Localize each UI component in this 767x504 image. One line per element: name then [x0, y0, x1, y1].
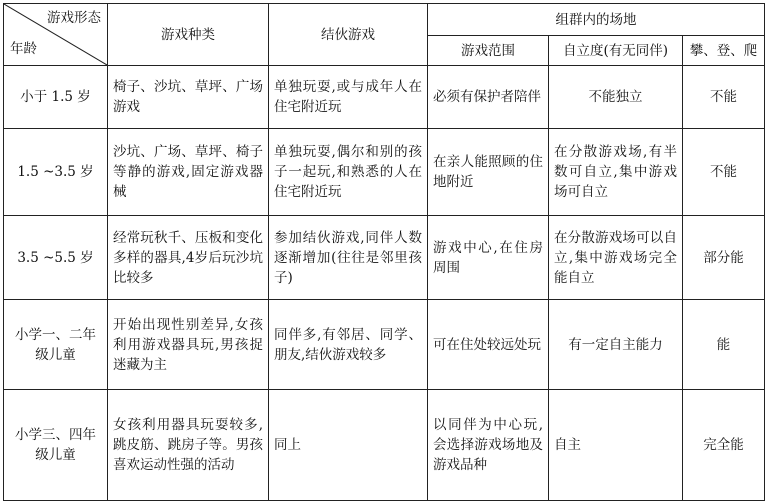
cell-range: 可在住处较远处玩	[428, 300, 549, 390]
header-group: 结伙游戏	[269, 4, 428, 66]
cell-independence: 不能独立	[549, 66, 683, 129]
cell-climb: 能	[683, 300, 765, 390]
cell-types: 经常玩秋千、压板和变化多样的器具,4岁后玩沙坑比较多	[108, 216, 269, 300]
corner-top-label: 游戏形态	[47, 10, 101, 26]
header-range: 游戏范围	[428, 36, 549, 66]
cell-climb: 不能	[683, 66, 765, 129]
table-row	[4, 300, 765, 390]
table-row	[4, 216, 765, 300]
cell-age: 小于 1.5 岁	[4, 66, 108, 129]
cell-age: 小学一、二年级儿童	[4, 300, 108, 390]
cell-group: 单独玩耍,偶尔和别的孩子一起玩,和熟悉的人在住宅附近玩	[269, 129, 428, 216]
cell-independence: 自主	[549, 390, 683, 501]
cell-independence: 在分散游戏场可以自立,集中游戏场完全能自立	[549, 216, 683, 300]
cell-types: 椅子、沙坑、草坪、广场游戏	[108, 66, 269, 129]
cell-age: 3.5 ~5.5 岁	[4, 216, 108, 300]
cell-range: 必须有保护者陪伴	[428, 66, 549, 129]
cell-climb: 完全能	[683, 390, 765, 501]
cell-independence: 有一定自主能力	[549, 300, 683, 390]
cell-range: 在亲人能照顾的住地附近	[428, 129, 549, 216]
cell-climb: 部分能	[683, 216, 765, 300]
cell-range: 游戏中心,在住房周围	[428, 216, 549, 300]
header-independence: 自立度(有无同伴)	[549, 36, 683, 66]
cell-climb: 不能	[683, 129, 765, 216]
cell-group: 同上	[269, 390, 428, 501]
cell-types: 开始出现性别差异,女孩利用游戏器具玩,男孩捉迷藏为主	[108, 300, 269, 390]
table-row	[4, 66, 765, 129]
header-climb: 攀、登、爬	[683, 36, 765, 66]
cell-types: 沙坑、广场、草坪、椅子等静的游戏,固定游戏器械	[108, 129, 269, 216]
cell-independence: 在分散游戏场,有半数可自立,集中游戏场可自立	[549, 129, 683, 216]
cell-group: 参加结伙游戏,同伴人数逐渐增加(往往是邻里孩子)	[269, 216, 428, 300]
header-venue-group: 组群内的场地	[428, 4, 765, 36]
header-types: 游戏种类	[108, 4, 269, 66]
age-play-table	[3, 3, 765, 501]
table-row	[4, 129, 765, 216]
table-row	[4, 390, 765, 501]
cell-range: 以同伴为中心玩,会选择游戏场地及游戏品种	[428, 390, 549, 501]
cell-group: 同伴多,有邻居、同学、朋友,结伙游戏较多	[269, 300, 428, 390]
cell-age: 1.5 ~3.5 岁	[4, 129, 108, 216]
header-row-1	[4, 4, 765, 36]
cell-age: 小学三、四年级儿童	[4, 390, 108, 501]
corner-bottom-label: 年龄	[10, 41, 37, 57]
cell-types: 女孩利用器具玩耍较多,跳皮筋、跳房子等。男孩喜欢运动性强的活动	[108, 390, 269, 501]
cell-group: 单独玩耍,或与成年人在住宅附近玩	[269, 66, 428, 129]
corner-header-cell	[4, 4, 108, 66]
